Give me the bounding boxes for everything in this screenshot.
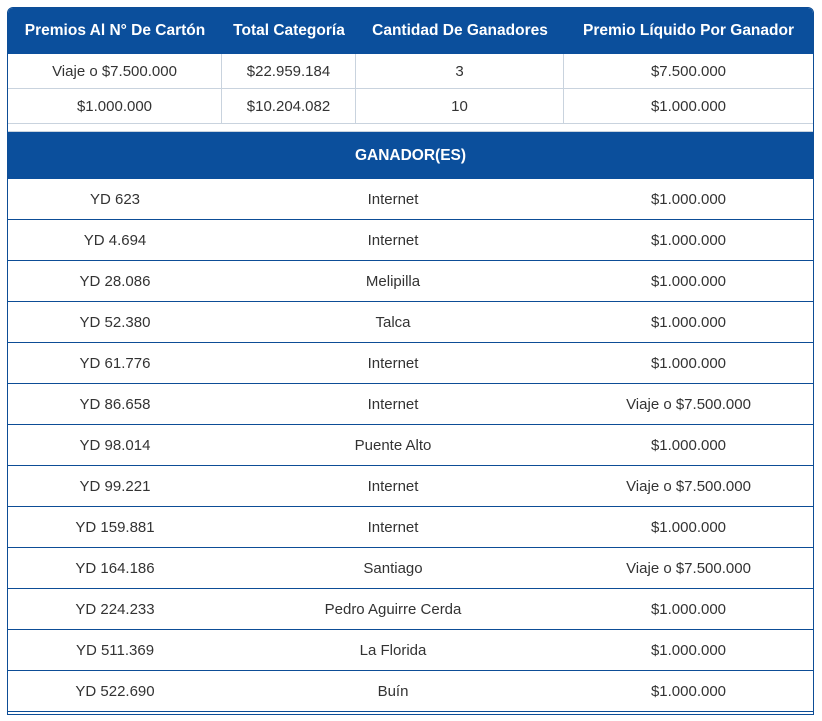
winner-row <box>8 384 813 425</box>
winner-carton: YD 52.380 <box>79 313 151 331</box>
header-premios: Premios Al N° De Cartón <box>24 22 206 39</box>
winner-carton: YD 98.014 <box>79 436 151 454</box>
winner-carton: YD 623 <box>89 190 141 208</box>
winner-row <box>8 220 813 261</box>
summary-cantidad: 10 <box>356 89 564 124</box>
winner-premio: $1.000.000 <box>650 600 727 618</box>
winner-lugar: Internet <box>367 231 419 249</box>
winner-premio: $1.000.000 <box>650 354 727 372</box>
winner-lugar: Talca <box>375 313 411 331</box>
winner-carton: YD 28.086 <box>79 272 151 290</box>
summary-row <box>8 54 813 89</box>
winner-premio: $1.000.000 <box>650 313 727 331</box>
winner-lugar: Internet <box>367 354 419 372</box>
winner-lugar: Internet <box>367 518 419 536</box>
winner-carton: YD 224.233 <box>75 600 155 618</box>
summary-liquido: $7.500.000 <box>564 54 813 89</box>
winner-lugar: La Florida <box>359 641 427 659</box>
summary-cantidad: 3 <box>356 54 564 89</box>
winner-row <box>8 343 813 384</box>
summary-premio: $1.000.000 <box>8 89 222 124</box>
winner-premio: $1.000.000 <box>650 231 727 249</box>
winner-lugar: Internet <box>367 190 419 208</box>
winner-lugar: Internet <box>367 477 419 495</box>
winner-premio: Viaje o $7.500.000 <box>626 559 751 577</box>
winner-lugar: Pedro Aguirre Cerda <box>324 600 462 618</box>
winner-row <box>8 630 813 671</box>
winner-lugar: Santiago <box>363 559 423 577</box>
winner-premio: Viaje o $7.500.000 <box>626 395 751 413</box>
section-spacer <box>8 124 813 132</box>
winner-lugar: Puente Alto <box>354 436 432 454</box>
winner-carton: YD 522.690 <box>75 682 155 700</box>
winner-carton: YD 164.186 <box>75 559 155 577</box>
winner-row <box>8 589 813 630</box>
winner-lugar: Buín <box>377 682 409 700</box>
winner-row <box>8 507 813 548</box>
winner-row <box>8 671 813 712</box>
winner-row <box>8 179 813 220</box>
winner-premio: $1.000.000 <box>650 436 727 454</box>
winner-row <box>8 261 813 302</box>
summary-liquido: $1.000.000 <box>564 89 813 124</box>
winner-row <box>8 425 813 466</box>
winner-premio: $1.000.000 <box>650 518 727 536</box>
summary-premio: Viaje o $7.500.000 <box>8 54 222 89</box>
winner-premio: $1.000.000 <box>650 682 727 700</box>
winner-lugar: Melipilla <box>365 272 421 290</box>
results-table <box>7 7 814 715</box>
winner-lugar: Internet <box>367 395 419 413</box>
header-cantidad: Cantidad De Ganadores <box>372 22 548 39</box>
summary-total: $10.204.082 <box>222 89 356 124</box>
winner-row <box>8 302 813 343</box>
winner-carton: YD 86.658 <box>79 395 151 413</box>
header-total: Total Categoría <box>233 22 345 39</box>
winner-carton: YD 4.694 <box>83 231 147 249</box>
winner-carton: YD 159.881 <box>75 518 155 536</box>
winner-row <box>8 466 813 507</box>
summary-row <box>8 89 813 124</box>
winner-carton: YD 61.776 <box>79 354 151 372</box>
winner-premio: $1.000.000 <box>650 272 727 290</box>
winners-section-title: GANADOR(ES) <box>8 132 813 179</box>
winner-row <box>8 548 813 589</box>
winner-premio: Viaje o $7.500.000 <box>626 477 751 495</box>
winner-carton: YD 99.221 <box>79 477 151 495</box>
summary-total: $22.959.184 <box>222 54 356 89</box>
winner-carton: YD 511.369 <box>75 641 155 659</box>
table-header <box>8 8 813 54</box>
winner-premio: $1.000.000 <box>650 641 727 659</box>
winner-premio: $1.000.000 <box>650 190 727 208</box>
header-premio-liquido: Premio Líquido Por Ganador <box>583 22 794 39</box>
